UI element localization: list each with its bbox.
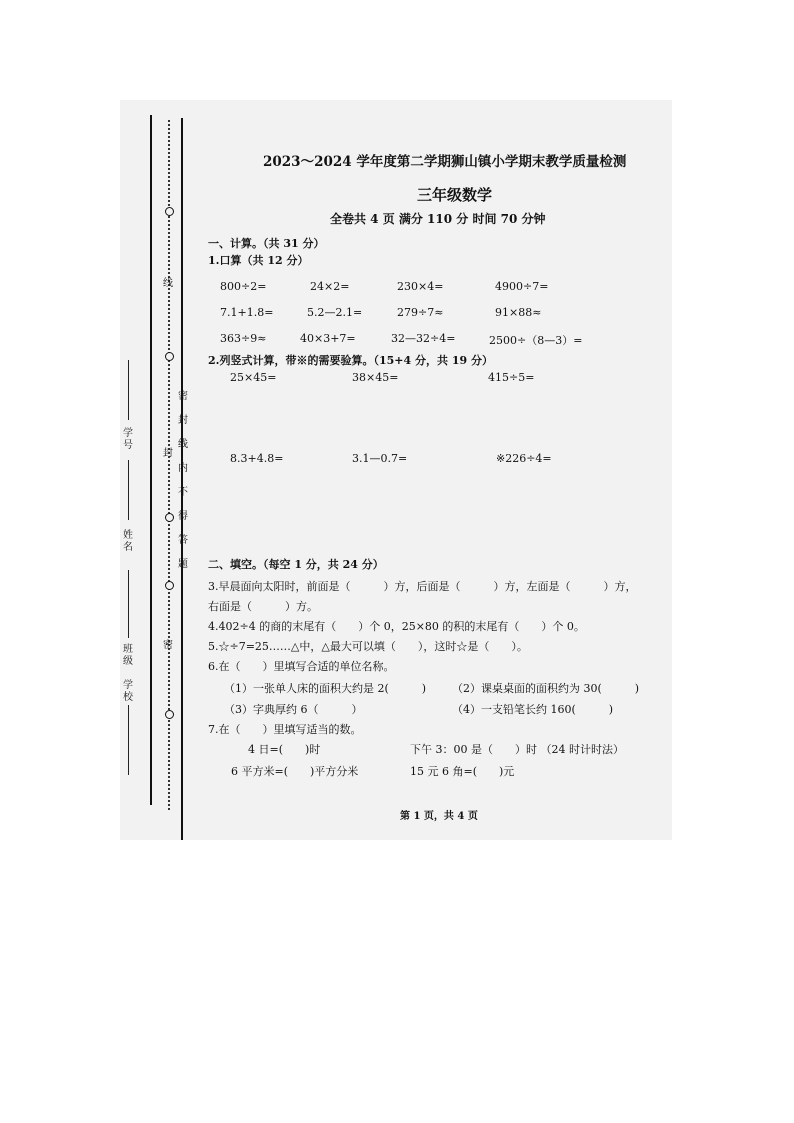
question-7-item: 15 元 6 角=( )元 bbox=[410, 765, 515, 778]
binding-dotted-line bbox=[168, 120, 170, 810]
oral-calc-item: 7.1+1.8= bbox=[220, 306, 274, 319]
binding-label-feng: 封 bbox=[163, 448, 173, 459]
binding-hole bbox=[165, 207, 174, 216]
binding-label-xian: 线 bbox=[163, 278, 173, 289]
student-id-label: 学号 bbox=[123, 428, 133, 451]
column-calc-item: 8.3+4.8= bbox=[230, 452, 284, 465]
question-6-item: （1）一张单人床的面积大约是 2( ) bbox=[224, 682, 427, 695]
exam-info: 全卷共 4 页 满分 110 分 时间 70 分钟 bbox=[330, 212, 546, 226]
question-6: 6.在（ ）里填写合适的单位名称。 bbox=[208, 660, 395, 673]
column-calc-item: 25×45= bbox=[230, 371, 277, 384]
page-number: 第 1 页，共 4 页 bbox=[400, 811, 478, 822]
column-calc-item: 415÷5= bbox=[488, 371, 535, 384]
student-id-field[interactable] bbox=[128, 360, 129, 420]
oral-calc-item: 5.2—2.1= bbox=[307, 306, 363, 319]
exam-subject: 三年级数学 bbox=[417, 186, 493, 204]
question-7-item: 6 平方米=( )平方分米 bbox=[231, 765, 359, 778]
student-name-field[interactable] bbox=[128, 460, 129, 520]
question-6-item: （4）一支铅笔长约 160( ) bbox=[452, 703, 614, 716]
binding-outer-line bbox=[150, 115, 152, 805]
exam-page-scan bbox=[120, 100, 672, 840]
binding-hole bbox=[165, 513, 174, 522]
oral-calc-item: 230×4= bbox=[397, 280, 444, 293]
question-3: 3.早晨面向太阳时，前面是（ ）方，后面是（ ）方，左面是（ ）方， bbox=[208, 580, 637, 593]
part1-heading: 1.口算（共 12 分） bbox=[208, 254, 309, 267]
class-label: 班级 bbox=[123, 644, 133, 667]
question-7-item: 4 日=( )时 bbox=[248, 743, 321, 756]
binding-hole bbox=[165, 352, 174, 361]
question-7: 7.在（ ）里填写适当的数。 bbox=[208, 723, 362, 736]
column-calc-item: ※226÷4= bbox=[496, 452, 552, 465]
binding-hole bbox=[165, 581, 174, 590]
section1-heading: 一、计算。（共 31 分） bbox=[208, 237, 325, 250]
oral-calc-item: 4900÷7= bbox=[495, 280, 549, 293]
column-calc-item: 38×45= bbox=[352, 371, 399, 384]
question-6-item: （3）字典厚约 6（ ） bbox=[224, 703, 363, 716]
question-4: 4.402÷4 的商的末尾有（ ）个 0，25×80 的积的末尾有（ ）个 0。 bbox=[208, 620, 585, 633]
binding-hole bbox=[165, 710, 174, 719]
binding-instruction: 密封线内不得答题 bbox=[178, 391, 188, 570]
class-field[interactable] bbox=[128, 570, 129, 638]
section2-heading: 二、填空。（每空 1 分，共 24 分） bbox=[208, 558, 384, 571]
oral-calc-item: 363÷9≈ bbox=[220, 332, 267, 345]
exam-title: 2023～2024 学年度第二学期狮山镇小学期末教学质量检测 bbox=[263, 154, 627, 170]
oral-calc-item: 279÷7≈ bbox=[397, 306, 444, 319]
question-3-cont: 右面是（ ）方。 bbox=[208, 600, 318, 613]
school-label: 学校 bbox=[123, 680, 133, 703]
school-field[interactable] bbox=[128, 705, 129, 775]
question-5: 5.☆÷7=25……△中，△最大可以填（ ），这时☆是（ ）。 bbox=[208, 640, 528, 653]
oral-calc-item: 800÷2= bbox=[220, 280, 267, 293]
column-calc-item: 3.1—0.7= bbox=[352, 452, 408, 465]
student-name-label: 姓名 bbox=[123, 530, 133, 553]
binding-label-mi: 密 bbox=[163, 640, 173, 651]
question-6-item: （2）课桌桌面的面积约为 30( ) bbox=[452, 682, 640, 695]
part2-heading: 2.列竖式计算，带※的需要验算。（15+4 分，共 19 分） bbox=[208, 354, 493, 367]
oral-calc-item: 32—32÷4= bbox=[391, 332, 456, 345]
oral-calc-item: 91×88≈ bbox=[495, 306, 542, 319]
oral-calc-item: 24×2= bbox=[310, 280, 350, 293]
question-7-item: 下午 3：00 是（ ）时 （24 时计时法） bbox=[410, 743, 624, 756]
oral-calc-item: 40×3+7= bbox=[300, 332, 356, 345]
oral-calc-item: 2500÷（8—3）= bbox=[489, 334, 583, 347]
